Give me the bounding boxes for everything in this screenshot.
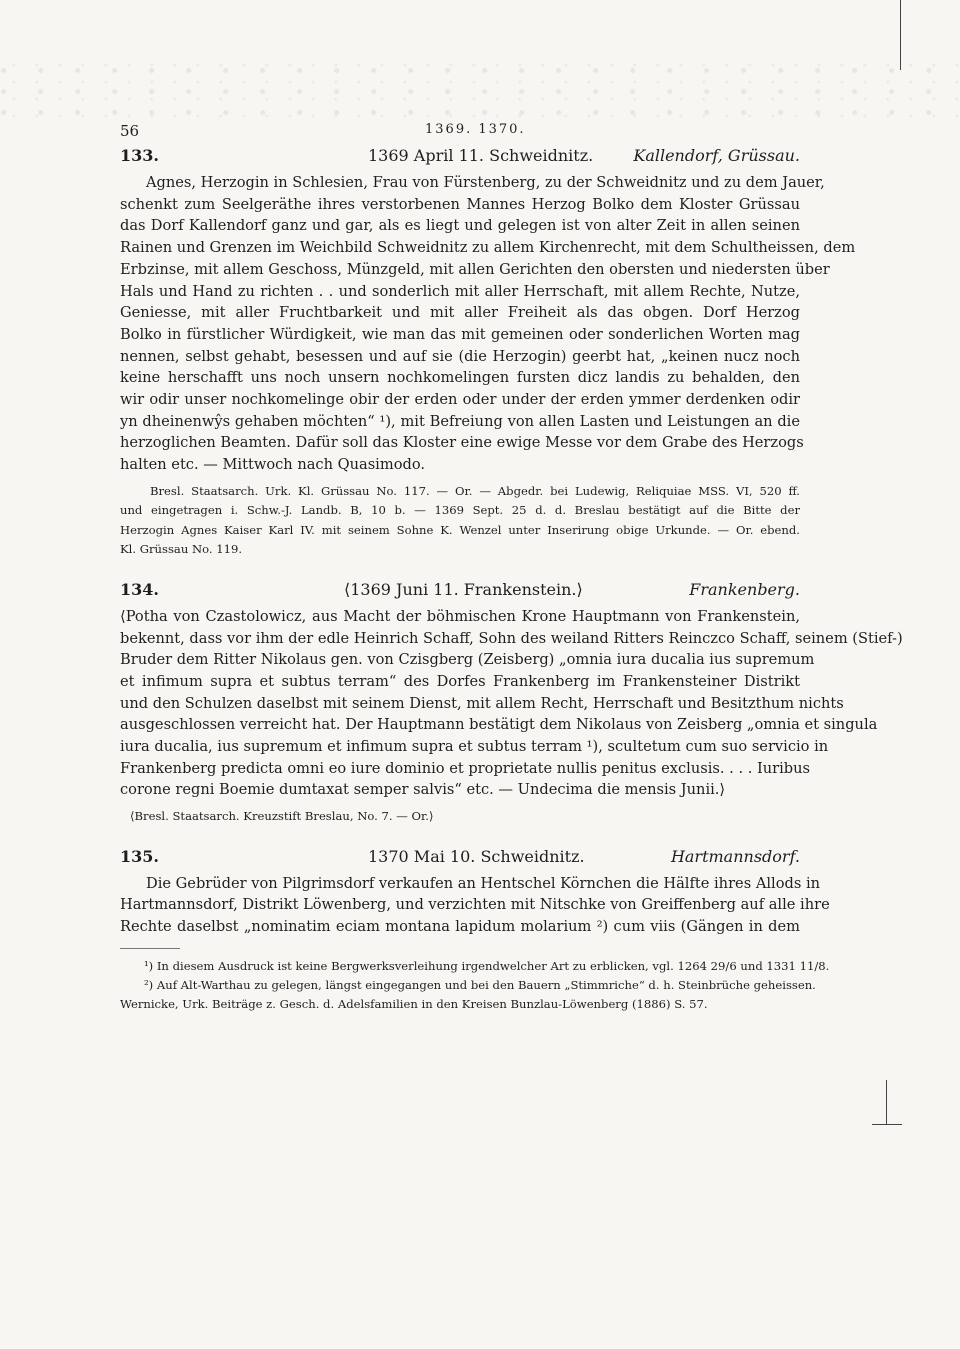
- text-line: halten etc. — Mittwoch nach Quasimodo.: [120, 456, 425, 474]
- footnotes: [120, 957, 830, 1014]
- footnote-line: Wernicke, Urk. Beiträge z. Gesch. d. Adelsfamilien in den Kreisen Bunzlau-Löwenberg (1886) S. 57.: [120, 996, 708, 1011]
- text-line: Geniesse, mit aller Fruchtbarkeit und mit aller Freiheit als das obgen. Dorf Herzog: [120, 304, 800, 322]
- text-line: Rechte daselbst „nominatim eciam montana lapidum molarium ²) cum viis (Gängen in dem: [120, 918, 800, 936]
- entry-date: ⟨1369 Juni 11. Frankenstein.⟩: [344, 579, 583, 599]
- text-line: nennen, selbst gehabt, besessen und auf sie (die Herzogin) geerbt hat, „keinen nucz noch: [120, 347, 800, 365]
- text-line: yn dheinenwŷs gehaben möchten“ ¹), mit Befreiung von allen Lasten und Leistungen an die: [120, 412, 800, 430]
- running-years: 1369. 1370.: [425, 122, 526, 137]
- entry-heading: [120, 580, 800, 606]
- source-line: Kl. Grüssau No. 119.: [120, 542, 243, 557]
- text-line: Bolko in fürstlicher Würdigkeit, wie man das mit gemeinen oder sonderlichen Worten mag: [120, 325, 800, 343]
- page-number: 56: [120, 122, 140, 140]
- text-line: Rainen und Grenzen im Weichbild Schweidnitz zu allem Kirchenrecht, mit dem Schultheissen, dem: [120, 239, 856, 257]
- entry-134: [120, 579, 903, 827]
- margin-mark-top: [900, 0, 901, 70]
- entry-number: 133.: [120, 146, 159, 165]
- text-line: Erbzinse, mit allem Geschoss, Münzgeld, mit allen Gerichten den obersten und niedersten über: [120, 260, 830, 278]
- entry-heading: [120, 146, 800, 172]
- entry-133: [120, 146, 856, 560]
- entry-number: 134.: [120, 579, 159, 599]
- text-line: Bruder dem Ritter Nikolaus gen. von Czisgberg (Zeisberg) „omnia iura ducalia ius supremum: [120, 651, 815, 669]
- source-line: ⟨Bresl. Staatsarch. Kreuzstift Breslau, No. 7. — Or.⟩: [130, 809, 434, 824]
- source-line: und eingetragen i. Schw.-J. Landb. B, 10 b. — 1369 Sept. 25 d. d. Breslau bestätigt auf die Bitte der: [120, 503, 800, 518]
- scan-noise: [0, 60, 960, 120]
- margin-mark-bottom-tick: [872, 1124, 902, 1125]
- text-line: Die Gebrüder von Pilgrimsdorf verkaufen an Hentschel Körnchen die Hälfte ihres Allods in: [146, 874, 821, 892]
- footnote-line: ¹) In diesem Ausdruck ist keine Bergwerksverleihung irgendwelcher Art zu erblicken, vgl. 1264 29/6 und 1331 11/8.: [144, 958, 830, 973]
- text-line: das Dorf Kallendorf ganz und gar, als es liegt und gelegen ist von alter Zeit in allen seinen: [120, 217, 800, 235]
- entry-135: [120, 846, 830, 938]
- source-line: Herzogin Agnes Kaiser Karl IV. mit seinem Sohne K. Wenzel unter Inserirung obige Urkunde. — Or. ebend.: [120, 522, 800, 537]
- text-line: ⟨Potha von Czastolowicz, aus Macht der böhmischen Krone Hauptmann von Frankenstein,: [120, 607, 800, 625]
- text-line: und den Schulzen daselbst mit seinem Dienst, mit allem Recht, Herrschaft und Besitzthum nichts: [120, 694, 844, 712]
- text-line: Agnes, Herzogin in Schlesien, Frau von Fürstenberg, zu der Schweidnitz und zu dem Jauer,: [146, 174, 825, 191]
- text-line: wir odir unser nochkomelinge obir der erden oder under der erden ymmer derdenken odir: [120, 391, 800, 409]
- text-line: ausgeschlossen verreicht hat. Der Hauptmann bestätigt dem Nikolaus von Zeisberg „omnia et singula: [120, 716, 878, 734]
- text-line: Hals und Hand zu richten . . und sonderlich mit aller Herrschaft, mit allem Rechte, Nutze,: [120, 282, 800, 300]
- page-content: [120, 122, 903, 1014]
- text-line: keine herschafft uns noch unsern nochkomelingen fursten dicz landis zu behalden, den: [120, 369, 800, 387]
- entry-place: Hartmannsdorf.: [670, 846, 800, 866]
- text-line: bekennt, dass vor ihm der edle Heinrich Schaff, Sohn des weiland Ritters Reinczco Schaff, seinem (Stief-): [120, 629, 903, 647]
- entry-heading: [120, 847, 800, 873]
- entry-body: [120, 172, 856, 476]
- entry-body: [120, 873, 830, 938]
- text-line: Hartmannsdorf, Distrikt Löwenberg, und verzichten mit Nitschke von Greiffenberg auf alle ihre: [120, 896, 830, 914]
- entry-source: [120, 807, 800, 827]
- footnote-rule: [120, 948, 180, 949]
- text-line: schenkt zum Seelgeräthe ihres verstorbenen Mannes Herzog Bolko dem Kloster Grüssau: [120, 195, 800, 213]
- source-line: Bresl. Staatsarch. Urk. Kl. Grüssau No. 117. — Or. — Abgedr. bei Ludewig, Reliquiae MSS. VI, 520 ff.: [150, 483, 800, 498]
- entry-source: [120, 482, 800, 560]
- text-line: iura ducalia, ius supremum et infimum supra et subtus terram ¹), scultetum cum suo servicio in: [120, 738, 829, 756]
- entry-body: [120, 606, 903, 801]
- text-line: Frankenberg predicta omni eo iure dominio et proprietate nullis penitus exclusis. . . . Iuribus: [120, 759, 811, 777]
- entry-place: Frankenberg.: [689, 579, 800, 599]
- running-header: [120, 122, 800, 146]
- text-line: corone regni Boemie dumtaxat semper salvis“ etc. — Undecima die mensis Junii.⟩: [120, 781, 726, 799]
- margin-mark-bottom: [886, 1080, 887, 1125]
- entry-date: 1370 Mai 10. Schweidnitz.: [368, 846, 585, 866]
- text-line: herzoglichen Beamten. Dafür soll das Kloster eine ewige Messe vor dem Grabe des Herzogs: [120, 434, 804, 452]
- entry-number: 135.: [120, 846, 159, 866]
- text-line: et infimum supra et subtus terram“ des Dorfes Frankenberg im Frankensteiner Distrikt: [120, 672, 800, 690]
- entry-date: 1369 April 11. Schweidnitz.: [368, 146, 594, 165]
- footnote-line: ²) Auf Alt-Warthau zu gelegen, längst eingegangen und bei den Bauern „Stimmriche“ d. h. Steinbrüche geheissen.: [144, 977, 816, 992]
- entry-place: Kallendorf, Grüssau.: [633, 146, 800, 165]
